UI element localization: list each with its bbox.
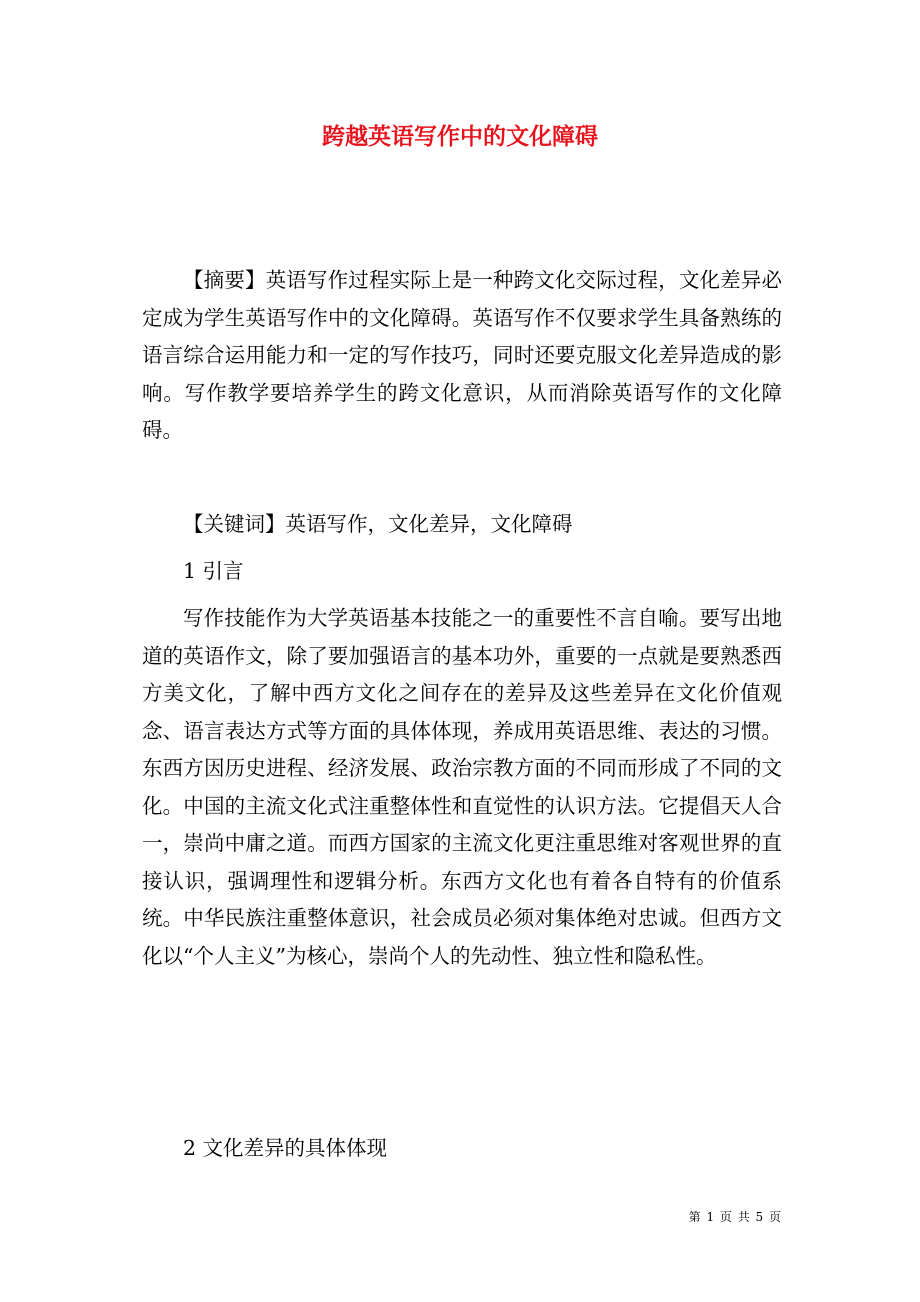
section-heading-introduction: 1 引言: [183, 559, 244, 583]
introduction-paragraph: 写作技能作为大学英语基本技能之一的重要性不言自喻。要写出地道的英语作文，除了要加强语言的基本功外，重要的一点就是要熟悉西方美文化，了解中西方文化之间存在的差异及这些差异在文化价值观念、语言表达方式等方面的具体体现，养成用英语思维、表达的习惯。东西方因历史进程、经济发展、政治宗教方面的不同而形成了不同的文化。中国的主流文化式注重整体性和直觉性的认识方法。它提倡天人合一，崇尚中庸之道。而西方国家的主流文化更注重思维对客观世界的直接认识，强调理性和逻辑分析。东西方文化也有着各自特有的价值系统。中华民族注重整体意识，社会成员必须对集体绝对忠诚。但西方文化以“个人主义”为核心，崇尚个人的先动性、独立性和隐私性。: [142, 606, 782, 968]
document-title: 跨越英语写作中的文化障碍: [322, 123, 598, 150]
section-heading-cultural-differences: 2 文化差异的具体体现: [183, 1136, 388, 1160]
page-number-footer: 第 1 页 共 5 页: [688, 1210, 782, 1224]
abstract-paragraph: 【摘要】英语写作过程实际上是一种跨文化交际过程，文化差异必定成为学生英语写作中的文化障碍。英语写作不仅要求学生具备熟练的语言综合运用能力和一定的写作技巧，同时还要克服文化差异造成的影响。写作教学要培养学生的跨文化意识，从而消除英语写作的文化障碍。: [142, 268, 782, 442]
keywords-paragraph: 【关键词】英语写作，文化差异，文化障碍: [183, 512, 573, 536]
